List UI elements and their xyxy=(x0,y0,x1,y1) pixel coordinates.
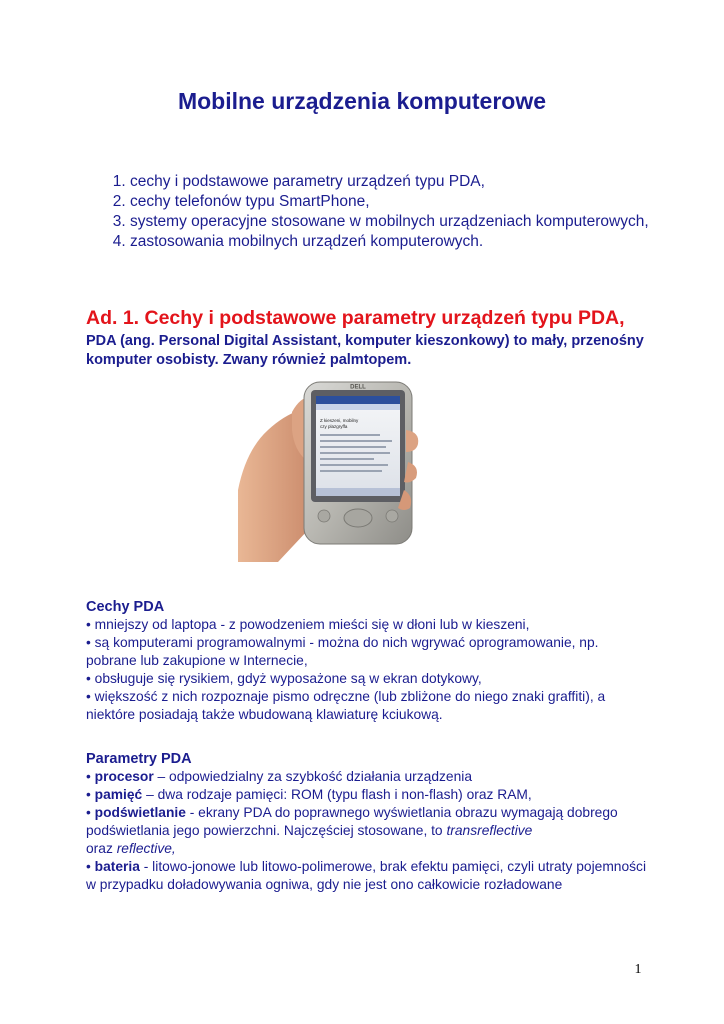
bullet: • xyxy=(86,859,95,874)
pda-in-hand-photo xyxy=(238,370,420,562)
topic-list xyxy=(108,172,690,252)
section-subheading: Parametry PDA xyxy=(86,751,192,767)
bullet: • xyxy=(86,787,95,802)
pda-parameters-section xyxy=(86,750,646,894)
parameter-text: oraz xyxy=(86,841,117,856)
parameter-text: – odpowiedzialny za szybkość działania urządzenia xyxy=(153,769,472,784)
pda-definition xyxy=(86,332,656,370)
parameter-text: - ekrany PDA do poprawnego wyświetlania obrazu wymagają dobrego podświetlania jego powierzchni. Najczęściej stosowane, to xyxy=(86,805,618,838)
screen-text-line: Z kieszeni, mobilny xyxy=(320,418,359,423)
parameter-text: – dwa rodzaje pamięci: ROM (typu flash i non-flash) oraz RAM, xyxy=(142,787,532,802)
device-brand-label: DELL xyxy=(350,384,366,391)
parameter-term: procesor xyxy=(94,769,154,784)
pda-features-section xyxy=(86,598,646,724)
section-heading: Ad. 1. Cechy i podstawowe parametry urządzeń typu PDA, xyxy=(86,307,625,329)
bullet: • xyxy=(86,769,95,784)
parameter-item xyxy=(86,804,646,858)
parameter-term: pamięć xyxy=(94,787,143,802)
pda-definition-tail: . Zwany również palmtopem. xyxy=(214,352,412,368)
parameter-item xyxy=(86,858,646,894)
section-subheading: Cechy PDA xyxy=(86,599,165,615)
parameter-item xyxy=(86,786,646,804)
parameter-text: - litowo-jonowe lub litowo-polimerowe, brak efektu pamięci, czyli utraty pojemności w przypadku doładowywania ogniwa, gdy nie jest ono całkowicie rozładowane xyxy=(86,859,647,892)
parameter-term: podświetlanie xyxy=(94,805,186,820)
parameter-term: bateria xyxy=(94,859,140,874)
parameter-item xyxy=(86,768,646,786)
page-title: Mobilne urządzenia komputerowe xyxy=(177,88,547,114)
feature-item: • większość z nich rozpoznaje pismo odręczne (lub zbliżone do niego znaki graffiti), a niektóre posiadają także wbudowaną klawiaturę kciukową. xyxy=(86,689,606,722)
pda-definition-text: PDA (ang. Personal Digital Assistant, komputer kieszonkowy) to mały, przenośny komputer osobisty xyxy=(86,333,644,368)
feature-item: • mniejszy od laptopa - z powodzeniem mieści się w dłoni lub w kieszeni, xyxy=(86,617,530,632)
bullet: • xyxy=(86,805,95,820)
topic-item: 1. cechy i podstawowe parametry urządzeń typu PDA, xyxy=(130,172,690,192)
parameter-emphasis: reflective, xyxy=(116,841,176,856)
page-number: 1 xyxy=(634,962,642,977)
feature-item: • obsługuje się rysikiem, gdyż wyposażone są w ekran dotykowy, xyxy=(86,671,482,686)
topic-item: 4. zastosowania mobilnych urządzeń komputerowych. xyxy=(130,232,690,252)
topic-item: 3. systemy operacyjne stosowane w mobilnych urządzeniach komputerowych, xyxy=(130,212,690,232)
topic-item: 2. cechy telefonów typu SmartPhone, xyxy=(130,192,690,212)
screen-text-line: czy plazgryffa xyxy=(320,424,348,429)
feature-item: • są komputerami programowalnymi - można do nich wgrywać oprogramowanie, np. pobrane lub zakupione w Internecie, xyxy=(86,635,599,668)
parameter-emphasis: transreflective xyxy=(446,823,533,838)
